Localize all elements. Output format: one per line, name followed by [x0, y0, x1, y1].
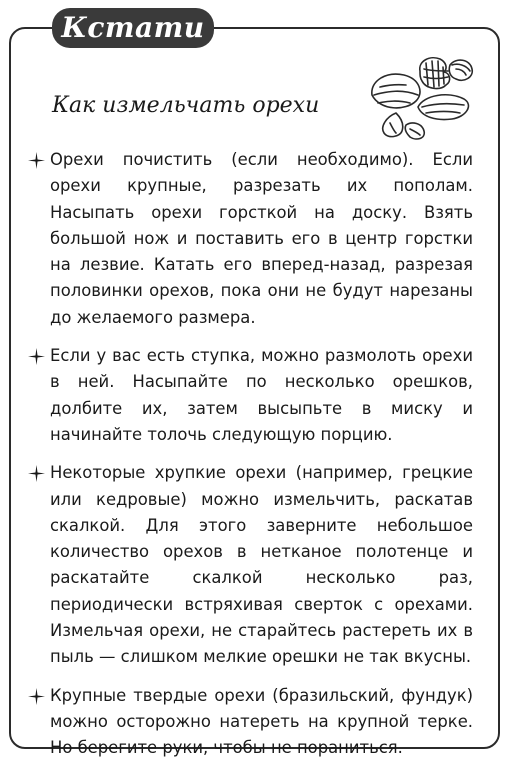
tip-text: Некоторые хрупкие орехи (например, грецкие или кедровые) можно измельчить, раскатав скалкой. Для этого заверните небольшое количество орехов в нетканое полотенце и раскатайте скалкой несколько раз, периодически встряхивая сверток с орехами. Измельчая орехи, не старайтесь растереть их в пыль — слишком мелкие орешки не так вкусны.	[50, 463, 473, 667]
list-item	[27, 460, 473, 670]
section-title: Как измельчать орехи	[52, 93, 320, 118]
list-item	[27, 343, 473, 448]
sparkle-icon	[28, 152, 45, 169]
list-item	[27, 683, 473, 762]
tip-text: Крупные твердые орехи (бразильский, фундук) можно осторожно натереть на крупной терке. Но берегите руки, чтобы не пораниться.	[50, 685, 473, 758]
list-item	[27, 147, 473, 331]
tip-text: Если у вас есть ступка, можно размолоть орехи в ней. Насыпайте по несколько орешков, долбите их, затем высыпьте в миску и начинайте толочь следующую порцию.	[50, 346, 473, 444]
sparkle-icon	[28, 348, 45, 365]
tip-text: Орехи почистить (если необходимо). Если орехи крупные, разрезать их пополам. Насыпать орехи горсткой на доску. Взять большой нож и поставить его в центр горстки на лезвие. Катать его вперед-назад, разрезая половинки орехов, пока они не будут нарезаны до желаемого размера.	[50, 150, 473, 327]
sparkle-icon	[28, 688, 45, 705]
badge	[52, 8, 214, 48]
nuts-illustration	[366, 51, 478, 143]
sparkle-icon	[28, 465, 45, 482]
badge-label: Кстати	[61, 11, 205, 44]
tips-list	[27, 147, 473, 774]
